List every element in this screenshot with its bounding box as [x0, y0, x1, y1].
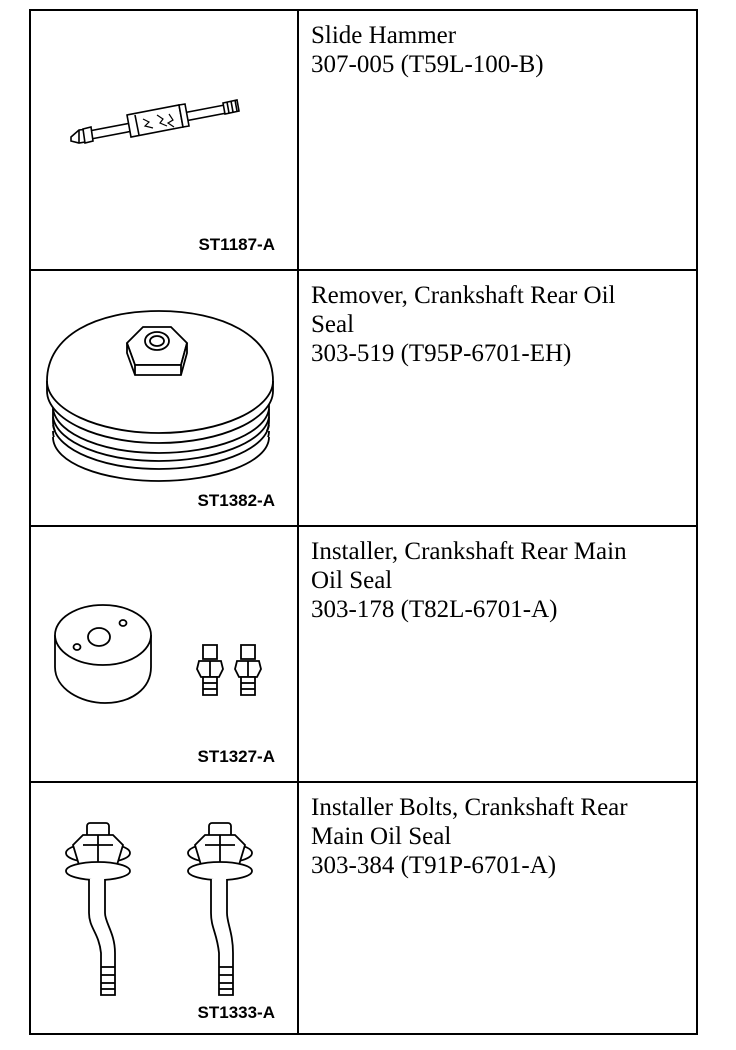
- figure-id-label: ST1187-A: [198, 235, 275, 254]
- tool-illustration-cell: [31, 271, 299, 525]
- tool-name-continued: Seal: [311, 311, 355, 338]
- tool-row-installer-bolts: [31, 781, 696, 1033]
- figure-id-label: ST1382-A: [197, 491, 275, 510]
- tool-row-seal-installer: [31, 525, 696, 781]
- tool-row-seal-remover: [31, 269, 696, 525]
- figure-id-label: ST1327-A: [197, 747, 275, 766]
- tool-name: Remover, Crankshaft Rear Oil: [311, 282, 616, 309]
- special-tools-table: [29, 9, 698, 1035]
- tool-number: 303-384 (T91P-6701-A): [311, 852, 557, 879]
- tool-description-cell: [299, 271, 696, 525]
- tool-number: 303-178 (T82L-6701-A): [311, 596, 558, 623]
- tool-name: Installer, Crankshaft Rear Main: [311, 538, 627, 565]
- slide-hammer-icon: [31, 11, 297, 269]
- seal-installer-icon: [31, 527, 297, 781]
- tool-name-continued: Main Oil Seal: [311, 823, 452, 850]
- tool-illustration-cell: [31, 527, 299, 781]
- tool-description-cell: [299, 527, 696, 781]
- tool-illustration-cell: [31, 11, 299, 269]
- figure-id-label: ST1333-A: [197, 1003, 275, 1022]
- tool-illustration-cell: [31, 783, 299, 1033]
- seal-remover-icon: [31, 271, 297, 525]
- tool-description-cell: [299, 11, 696, 269]
- tool-row-slide-hammer: [31, 11, 696, 269]
- tool-number: 303-519 (T95P-6701-EH): [311, 340, 572, 367]
- tool-description-cell: [299, 783, 696, 1033]
- tool-name-continued: Oil Seal: [311, 567, 393, 594]
- tool-number: 307-005 (T59L-100-B): [311, 51, 544, 78]
- installer-bolts-icon: [31, 783, 297, 1035]
- tool-name: Slide Hammer: [311, 22, 457, 49]
- tool-name: Installer Bolts, Crankshaft Rear: [311, 794, 628, 821]
